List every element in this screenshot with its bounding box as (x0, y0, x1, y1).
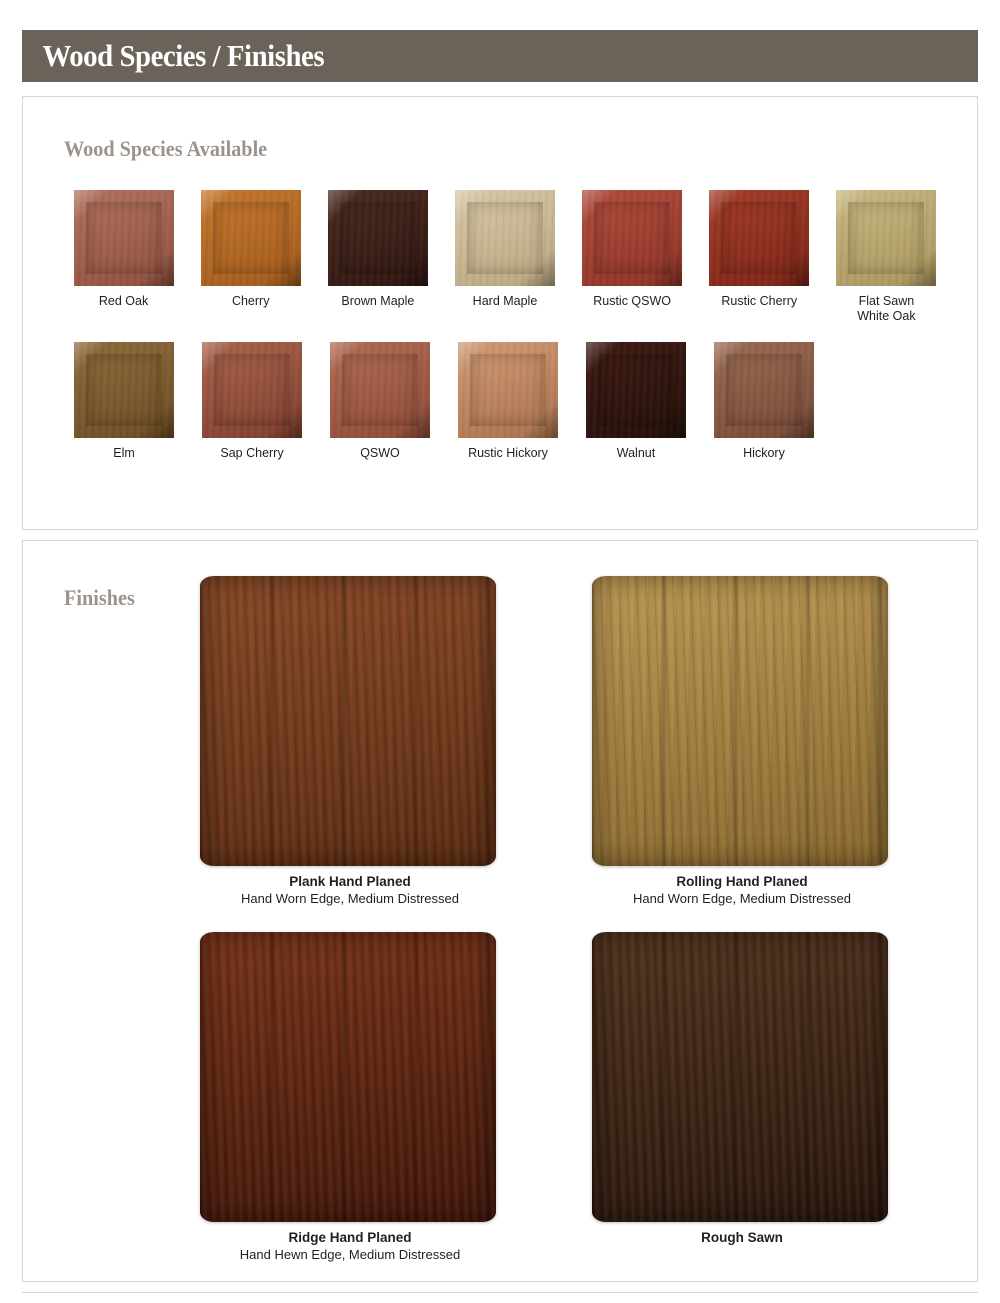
species-name: Cherry (231, 294, 270, 308)
species-swatch (330, 342, 430, 438)
species-item[interactable] (572, 342, 700, 461)
species-swatch (74, 190, 174, 286)
finish-item[interactable] (200, 576, 500, 906)
species-item[interactable] (700, 342, 828, 461)
finish-title: Ridge Hand Planed (288, 1230, 412, 1245)
species-swatch (201, 190, 301, 286)
species-swatch-color (74, 190, 174, 286)
species-item[interactable] (187, 190, 314, 324)
species-name: Hard Maple (472, 294, 538, 308)
finish-sample-image (592, 576, 888, 866)
species-name: Sap Cherry (220, 446, 284, 460)
species-swatch-color (328, 190, 428, 286)
species-item[interactable] (314, 190, 441, 324)
finish-sample-image (200, 576, 496, 866)
species-item[interactable] (316, 342, 444, 461)
species-item[interactable] (441, 190, 568, 324)
species-swatch-color (201, 190, 301, 286)
finish-row (200, 932, 930, 1262)
finish-title: Rolling Hand Planed (676, 874, 808, 889)
species-item[interactable] (444, 342, 572, 461)
finishes-heading: Finishes (64, 585, 135, 610)
species-name: Rustic Hickory (468, 446, 548, 460)
species-swatch-color (455, 190, 555, 286)
species-name: Rustic Cherry (721, 294, 798, 308)
species-swatch (714, 342, 814, 438)
species-swatch-color (330, 342, 430, 438)
finish-sample-image (200, 932, 496, 1222)
species-swatch (582, 190, 682, 286)
species-swatch (709, 190, 809, 286)
finishes-grid (200, 576, 930, 1288)
species-swatch-color (458, 342, 558, 438)
species-item[interactable] (60, 190, 187, 324)
finish-item[interactable] (592, 576, 892, 906)
species-swatch (586, 342, 686, 438)
finish-title: Rough Sawn (701, 1230, 783, 1245)
species-item[interactable] (823, 190, 950, 324)
species-name: QSWO (360, 446, 400, 460)
finish-item[interactable] (592, 932, 892, 1262)
species-swatch (328, 190, 428, 286)
species-name: Flat Sawn White Oak (857, 294, 916, 323)
species-swatch-color (714, 342, 814, 438)
species-name: Red Oak (98, 294, 149, 308)
species-name: Walnut (616, 446, 656, 460)
species-swatch (74, 342, 174, 438)
bottom-divider (22, 1292, 978, 1293)
species-name: Rustic QSWO (593, 294, 672, 308)
species-name: Hickory (743, 446, 785, 460)
finish-subtitle: Hand Hewn Edge, Medium Distressed (239, 1247, 461, 1262)
finish-item[interactable] (200, 932, 500, 1262)
wood-species-heading: Wood Species Available (64, 136, 268, 161)
species-swatch-color (586, 342, 686, 438)
species-swatch (202, 342, 302, 438)
species-swatch-color (709, 190, 809, 286)
species-row (60, 342, 950, 461)
species-swatch (458, 342, 558, 438)
finish-sample-image (592, 932, 888, 1222)
finish-subtitle: Hand Worn Edge, Medium Distressed (633, 891, 851, 906)
species-item[interactable] (188, 342, 316, 461)
finish-row (200, 576, 930, 906)
species-name: Brown Maple (341, 294, 415, 308)
species-swatch-color (836, 190, 936, 286)
wood-species-grid (60, 190, 950, 479)
species-row (60, 190, 950, 324)
species-swatch-color (74, 342, 174, 438)
page-title: Wood Species / Finishes (42, 38, 325, 73)
species-swatch-color (202, 342, 302, 438)
page-header-bar (22, 30, 978, 82)
species-item[interactable] (569, 190, 696, 324)
species-swatch (836, 190, 936, 286)
species-swatch-color (582, 190, 682, 286)
species-swatch (455, 190, 555, 286)
finish-title: Plank Hand Planed (289, 874, 411, 889)
finish-subtitle: Hand Worn Edge, Medium Distressed (241, 891, 459, 906)
species-item[interactable] (696, 190, 823, 324)
species-name: Elm (113, 446, 135, 460)
species-item[interactable] (60, 342, 188, 461)
